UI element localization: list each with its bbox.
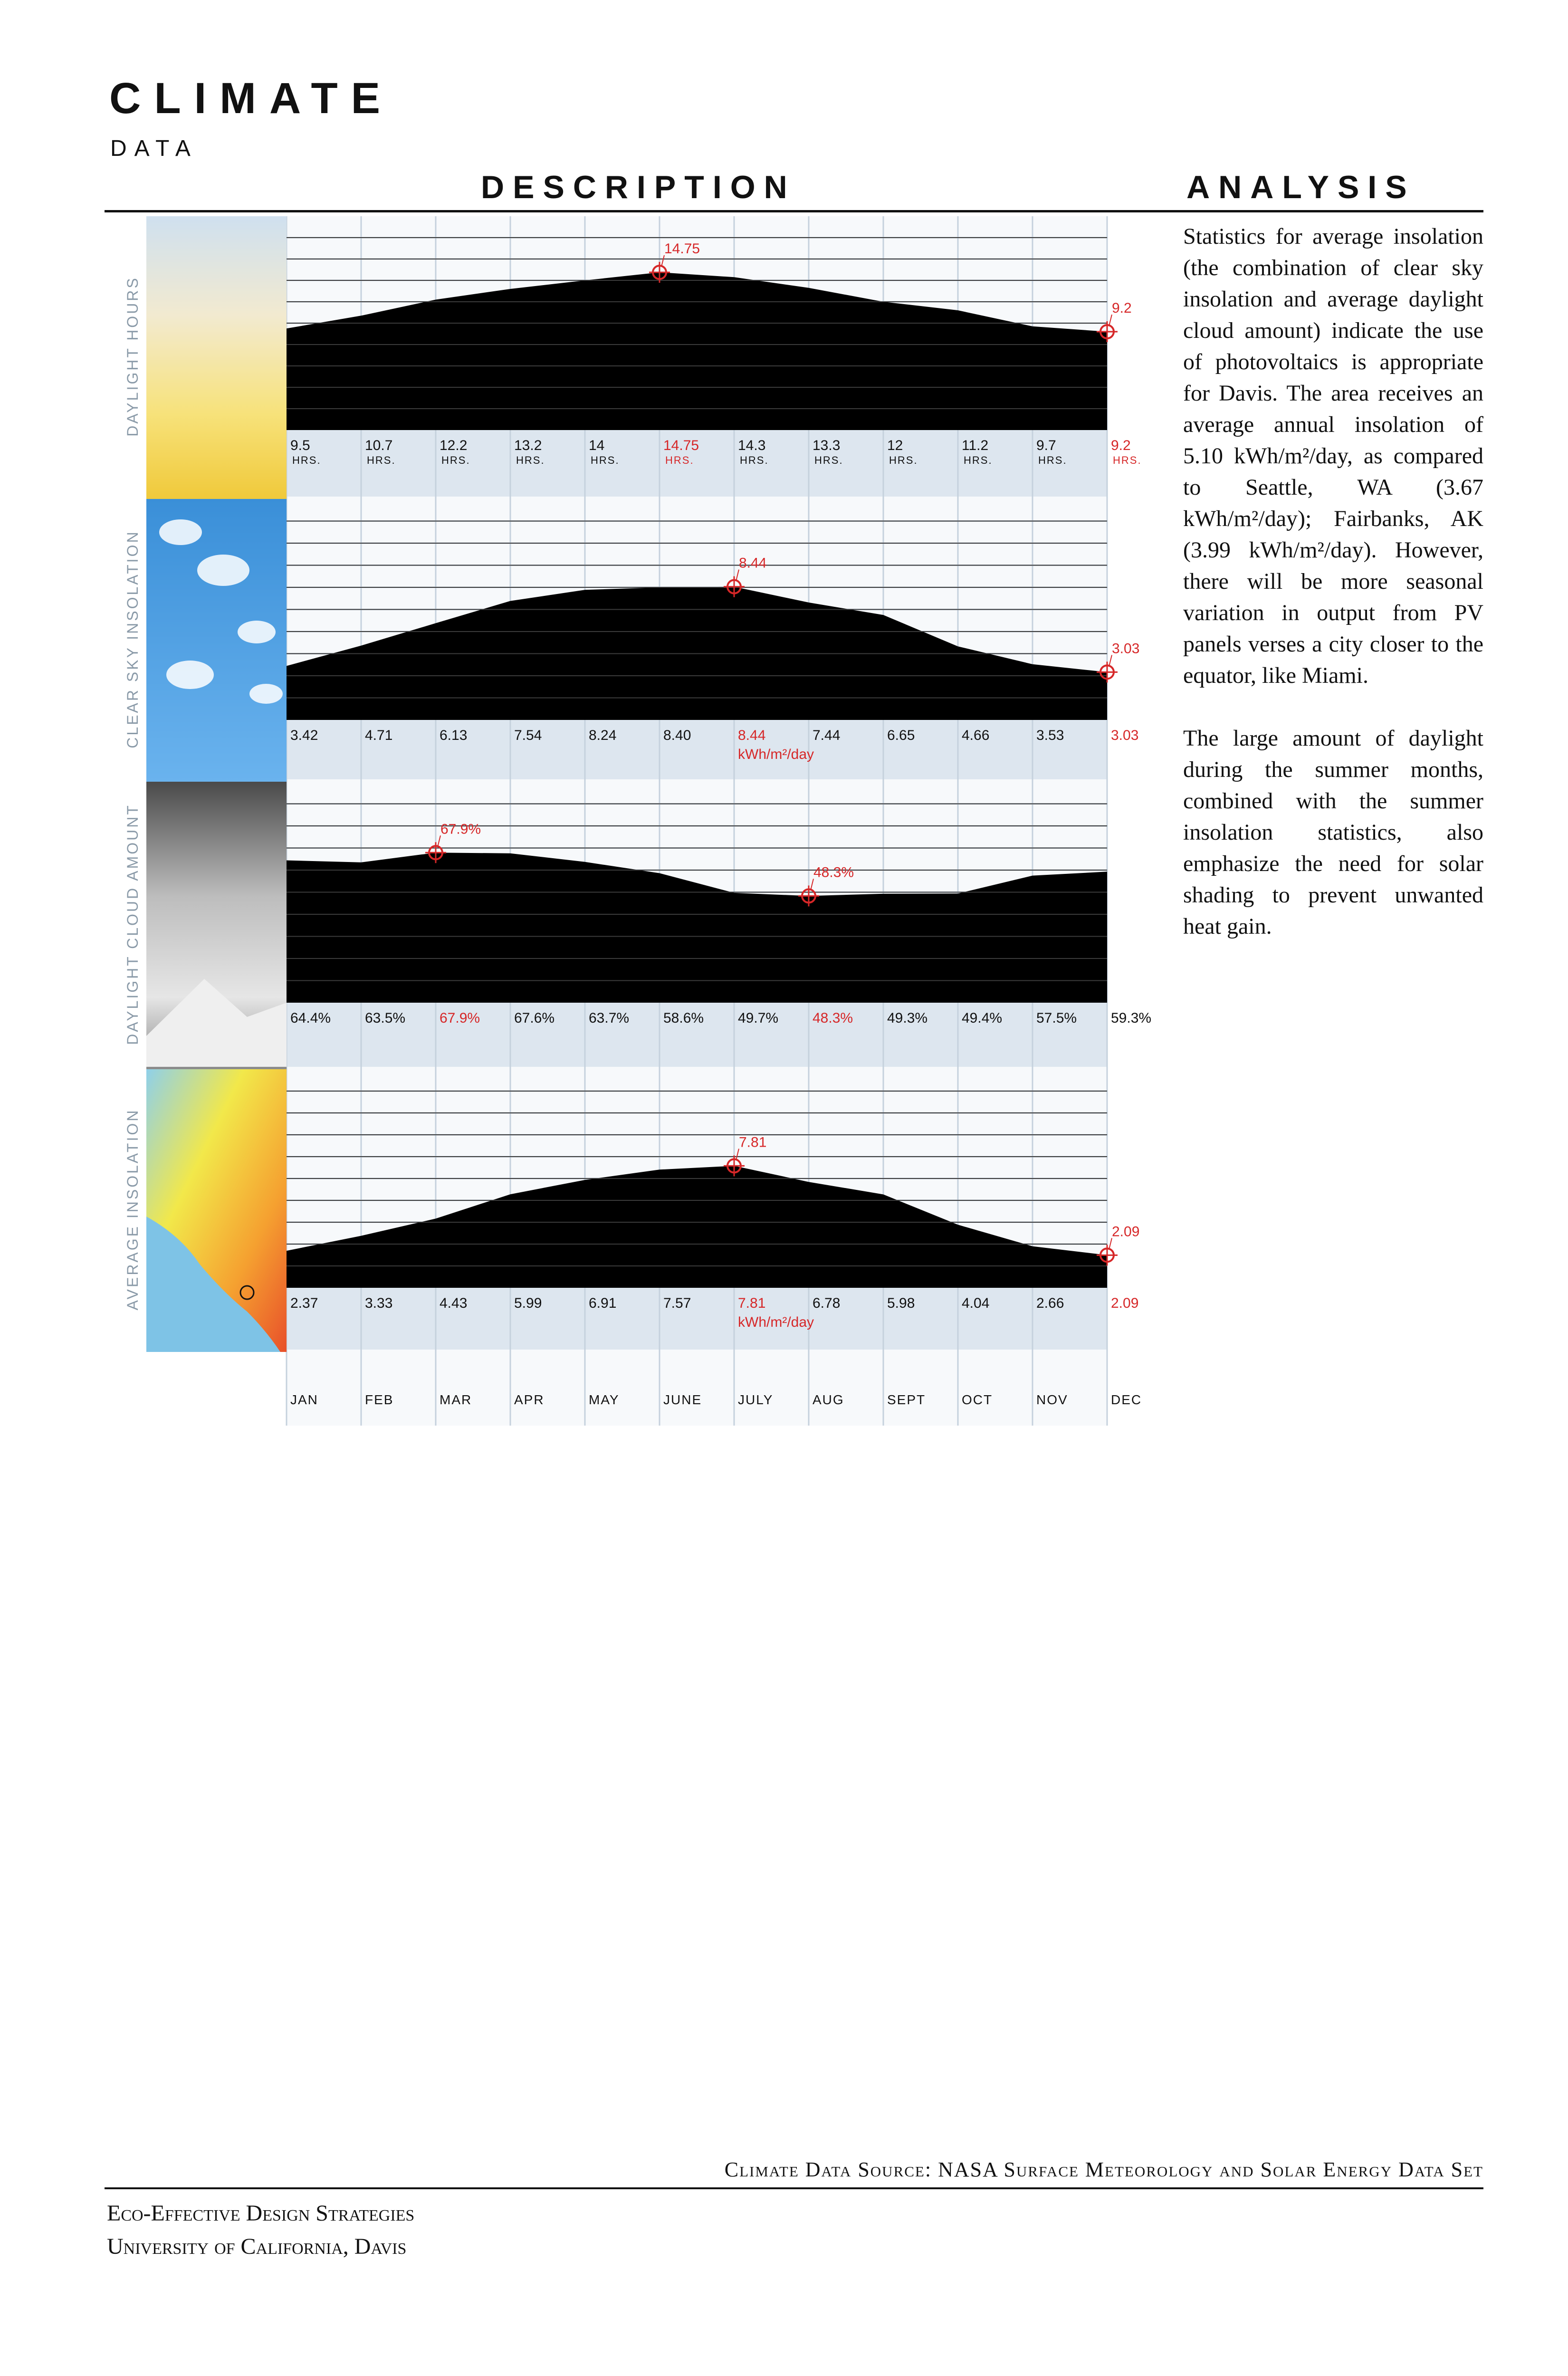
unit-label: HRS. — [1113, 454, 1142, 466]
value-label: 4.66 — [962, 728, 990, 743]
value-label: 8.24 — [589, 728, 617, 743]
value-label: 14.75 — [663, 438, 699, 453]
callout-label: 48.3% — [813, 864, 854, 881]
value-label: 3.53 — [1036, 728, 1064, 743]
value-label: 12 — [887, 438, 903, 453]
month-tick-label: MAR — [440, 1392, 472, 1407]
value-label: 11.2 — [962, 438, 989, 453]
value-label: 63.7% — [589, 1010, 630, 1026]
description-heading: DESCRIPTION — [481, 169, 796, 205]
analysis-heading: ANALYSIS — [1186, 169, 1415, 205]
month-tick-label: JAN — [290, 1392, 318, 1407]
analysis-paragraph-2: The large amount of daylight during the summer months, combined with the summer insolation statistics, also emphasize the need for solar shading to prevent unwanted heat gain. — [1183, 726, 1483, 939]
unit-label: HRS. — [740, 454, 769, 466]
value-label: 3.33 — [365, 1295, 393, 1311]
panel-axis-label: DAYLIGHT HOURS — [124, 276, 141, 437]
unit-label: HRS. — [441, 454, 470, 466]
month-tick-label: SEPT — [887, 1392, 926, 1407]
unit-label: HRS. — [1038, 454, 1067, 466]
value-label: 13.2 — [514, 438, 542, 453]
panel-axis-label: AVERAGE INSOLATION — [124, 1108, 141, 1311]
callout-label: 14.75 — [664, 241, 700, 257]
month-tick-label: DEC — [1111, 1392, 1142, 1407]
cloud-puff — [197, 555, 249, 586]
value-label: 49.3% — [887, 1010, 928, 1026]
value-label: 7.44 — [813, 728, 841, 743]
callout-leader — [1109, 1238, 1112, 1249]
unit-label: HRS. — [292, 454, 321, 466]
value-label: 7.57 — [663, 1295, 691, 1311]
month-tick-label: OCT — [962, 1392, 993, 1407]
value-label: 14.3 — [738, 438, 766, 453]
panel-photo-sky — [146, 216, 287, 499]
value-label: 4.43 — [440, 1295, 468, 1311]
unit-label: HRS. — [367, 454, 396, 466]
value-label: 58.6% — [663, 1010, 704, 1026]
unit-label: HRS. — [889, 454, 918, 466]
value-label: 8.44 — [738, 728, 766, 743]
value-label: 64.4% — [290, 1010, 331, 1026]
value-label: 14 — [589, 438, 605, 453]
value-label: 49.7% — [738, 1010, 779, 1026]
month-tick-label: JULY — [738, 1392, 774, 1407]
callout-leader — [1109, 315, 1112, 326]
month-tick-label: AUG — [813, 1392, 844, 1407]
climate-chart — [0, 0, 1188, 1435]
month-tick-label: JUNE — [663, 1392, 702, 1407]
panel-axis-label: DAYLIGHT CLOUD AMOUNT — [124, 804, 141, 1045]
unit-label: HRS. — [591, 454, 620, 466]
callout-label: 67.9% — [440, 821, 481, 837]
value-label: 5.99 — [514, 1295, 542, 1311]
value-label: 4.71 — [365, 728, 393, 743]
value-label: 6.65 — [887, 728, 915, 743]
value-label: 5.98 — [887, 1295, 915, 1311]
month-tick-label: MAY — [589, 1392, 620, 1407]
footer-org-line-2: University of California, Davis — [107, 2234, 407, 2259]
value-label: 8.40 — [663, 728, 691, 743]
unit-label: HRS. — [665, 454, 694, 466]
footer-rule — [105, 2187, 1483, 2189]
callout-label: 2.09 — [1112, 1224, 1140, 1240]
month-tick-label: APR — [514, 1392, 545, 1407]
cloud-puff — [166, 661, 214, 689]
value-label: 12.2 — [440, 438, 468, 453]
value-label: 9.2 — [1111, 438, 1131, 453]
value-label: 67.9% — [440, 1010, 480, 1026]
value-label: 3.03 — [1111, 728, 1139, 743]
panel-axis-label: CLEAR SKY INSOLATION — [124, 530, 141, 748]
value-label: 57.5% — [1036, 1010, 1077, 1026]
value-label: 3.42 — [290, 728, 318, 743]
unit-note: kWh/m²/day — [738, 747, 814, 762]
callout-label: 8.44 — [739, 555, 767, 571]
value-label: 49.4% — [962, 1010, 1003, 1026]
unit-label: HRS. — [516, 454, 545, 466]
value-label: 7.54 — [514, 728, 542, 743]
data-source-note: Climate Data Source: NASA Surface Meteorology and Solar Energy Data Set — [724, 2158, 1483, 2181]
value-label: 67.6% — [514, 1010, 555, 1026]
callout-label: 7.81 — [739, 1134, 767, 1150]
footer-org-line-1: Eco-Effective Design Strategies — [107, 2201, 415, 2226]
cloud-puff — [249, 684, 283, 704]
unit-note: kWh/m²/day — [738, 1314, 814, 1330]
value-label: 6.13 — [440, 728, 468, 743]
value-label: 6.78 — [813, 1295, 841, 1311]
value-label: 13.3 — [813, 438, 841, 453]
analysis-text — [1183, 221, 1483, 974]
value-label: 63.5% — [365, 1010, 406, 1026]
unit-label: HRS. — [814, 454, 843, 466]
value-label: 48.3% — [813, 1010, 853, 1026]
callout-label: 3.03 — [1112, 641, 1140, 657]
value-label: 59.3% — [1111, 1010, 1152, 1026]
value-label: 7.81 — [738, 1295, 766, 1311]
callout-label: 9.2 — [1112, 300, 1132, 316]
page-subtitle: DATA — [110, 136, 198, 161]
value-label: 10.7 — [365, 438, 393, 453]
unit-label: HRS. — [964, 454, 993, 466]
value-label: 4.04 — [962, 1295, 990, 1311]
month-tick-label: FEB — [365, 1392, 394, 1407]
cloud-puff — [238, 621, 276, 643]
value-label: 2.09 — [1111, 1295, 1139, 1311]
value-label: 6.91 — [589, 1295, 617, 1311]
cloud-puff — [159, 519, 202, 545]
value-label: 9.7 — [1036, 438, 1056, 453]
value-label: 2.66 — [1036, 1295, 1064, 1311]
analysis-paragraph-1: Statistics for average insolation (the combination of clear sky insolation and average daylight cloud amount) indicate the use of photovoltaics is appropriate for Davis. The area receives an average annual insolation of 5.10 kWh/m²/day, as compared to Seattle, WA (3.67 kWh/m²/day); Fairbanks, AK (3.99 kWh/m²/day). However, there will be more seasonal variation in output from PV panels verses a city closer to the equator, like Miami. — [1183, 224, 1483, 688]
value-label: 9.5 — [290, 438, 310, 453]
callout-leader — [1109, 655, 1112, 666]
value-label: 2.37 — [290, 1295, 318, 1311]
page-title: CLIMATE — [109, 74, 394, 123]
month-tick-label: NOV — [1036, 1392, 1068, 1407]
